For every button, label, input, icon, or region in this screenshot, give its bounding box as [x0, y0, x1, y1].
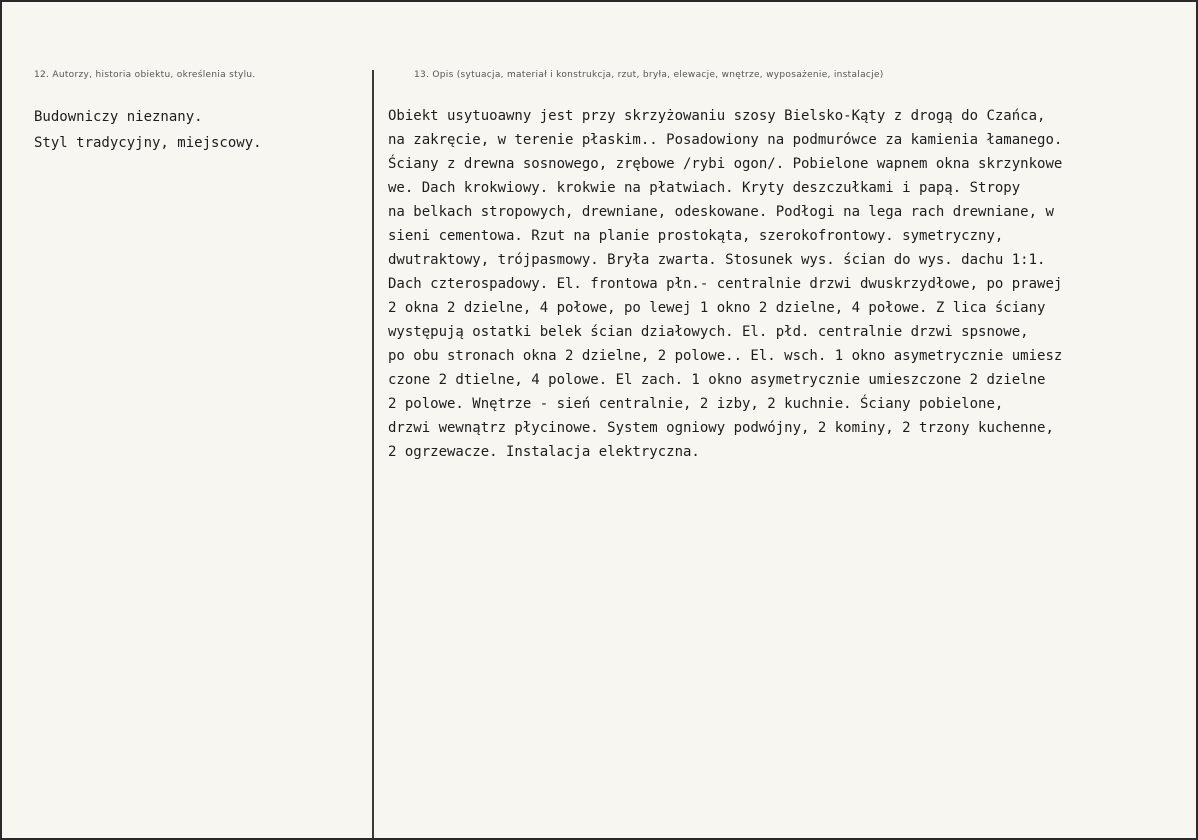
description-line: Ściany z drewna sosnowego, zrębowe /rybi ogon/. Pobielone wapnem okna skrzynkowe — [388, 156, 1063, 172]
authors-line: Budowniczy nieznany. — [34, 109, 203, 125]
description-line: 2 ogrzewacze. Instalacja elektryczna. — [388, 444, 700, 460]
description-line: Dach czterospadowy. El. frontowa płn.- centralnie drzwi dwuskrzydłowe, po prawej — [388, 276, 1063, 292]
description-line: sieni cementowa. Rzut na planie prostokąta, szerokofrontowy. symetryczny, — [388, 228, 1004, 244]
description-line: drzwi wewnątrz płycinowe. System ogniowy podwójny, 2 kominy, 2 trzony kuchenne, — [388, 420, 1054, 436]
description-line: czone 2 dtielne, 4 polowe. El zach. 1 okno asymetrycznie umieszczone 2 dzielne — [388, 372, 1046, 388]
description-line: występują ostatki belek ścian działowych. El. płd. centralnie drzwi spsnowe, — [388, 324, 1029, 340]
description-line: po obu stronach okna 2 dzielne, 2 polowe.. El. wsch. 1 okno asymetrycznie umiesz — [388, 348, 1063, 364]
description-line: Obiekt usytuoawny jest przy skrzyżowaniu szosy Bielsko-Kąty z drogą do Czańca, — [388, 108, 1046, 124]
description-line: na zakręcie, w terenie płaskim.. Posadowiony na podmurówce za kamienia łamanego. — [388, 132, 1063, 148]
field-13-header: 13. Opis (sytuacja, materiał i konstrukcja, rzut, bryła, elewacje, wnętrze, wyposażenie, instalacje) — [414, 70, 884, 80]
description-line: dwutraktowy, trójpasmowy. Bryła zwarta. Stosunek wys. ścian do wys. dachu 1:1. — [388, 252, 1046, 268]
description-line: 2 polowe. Wnętrze - sień centralnie, 2 izby, 2 kuchnie. Ściany pobielone, — [388, 396, 1004, 412]
description-text — [388, 104, 1198, 464]
column-divider — [372, 70, 374, 840]
description-line: we. Dach krokwiowy. krokwie na płatwiach. Kryty deszczułkami i papą. Stropy — [388, 180, 1021, 196]
authors-line: Styl tradycyjny, miejscowy. — [34, 135, 262, 151]
authors-text — [34, 104, 262, 156]
field-12-header: 12. Autorzy, historia obiektu, określenia stylu. — [34, 70, 256, 80]
description-line: 2 okna 2 dzielne, 4 połowe, po lewej 1 okno 2 dzielne, 4 połowe. Z lica ściany — [388, 300, 1046, 316]
description-line: na belkach stropowych, drewniane, odeskowane. Podłogi na lega rach drewniane, w — [388, 204, 1054, 220]
